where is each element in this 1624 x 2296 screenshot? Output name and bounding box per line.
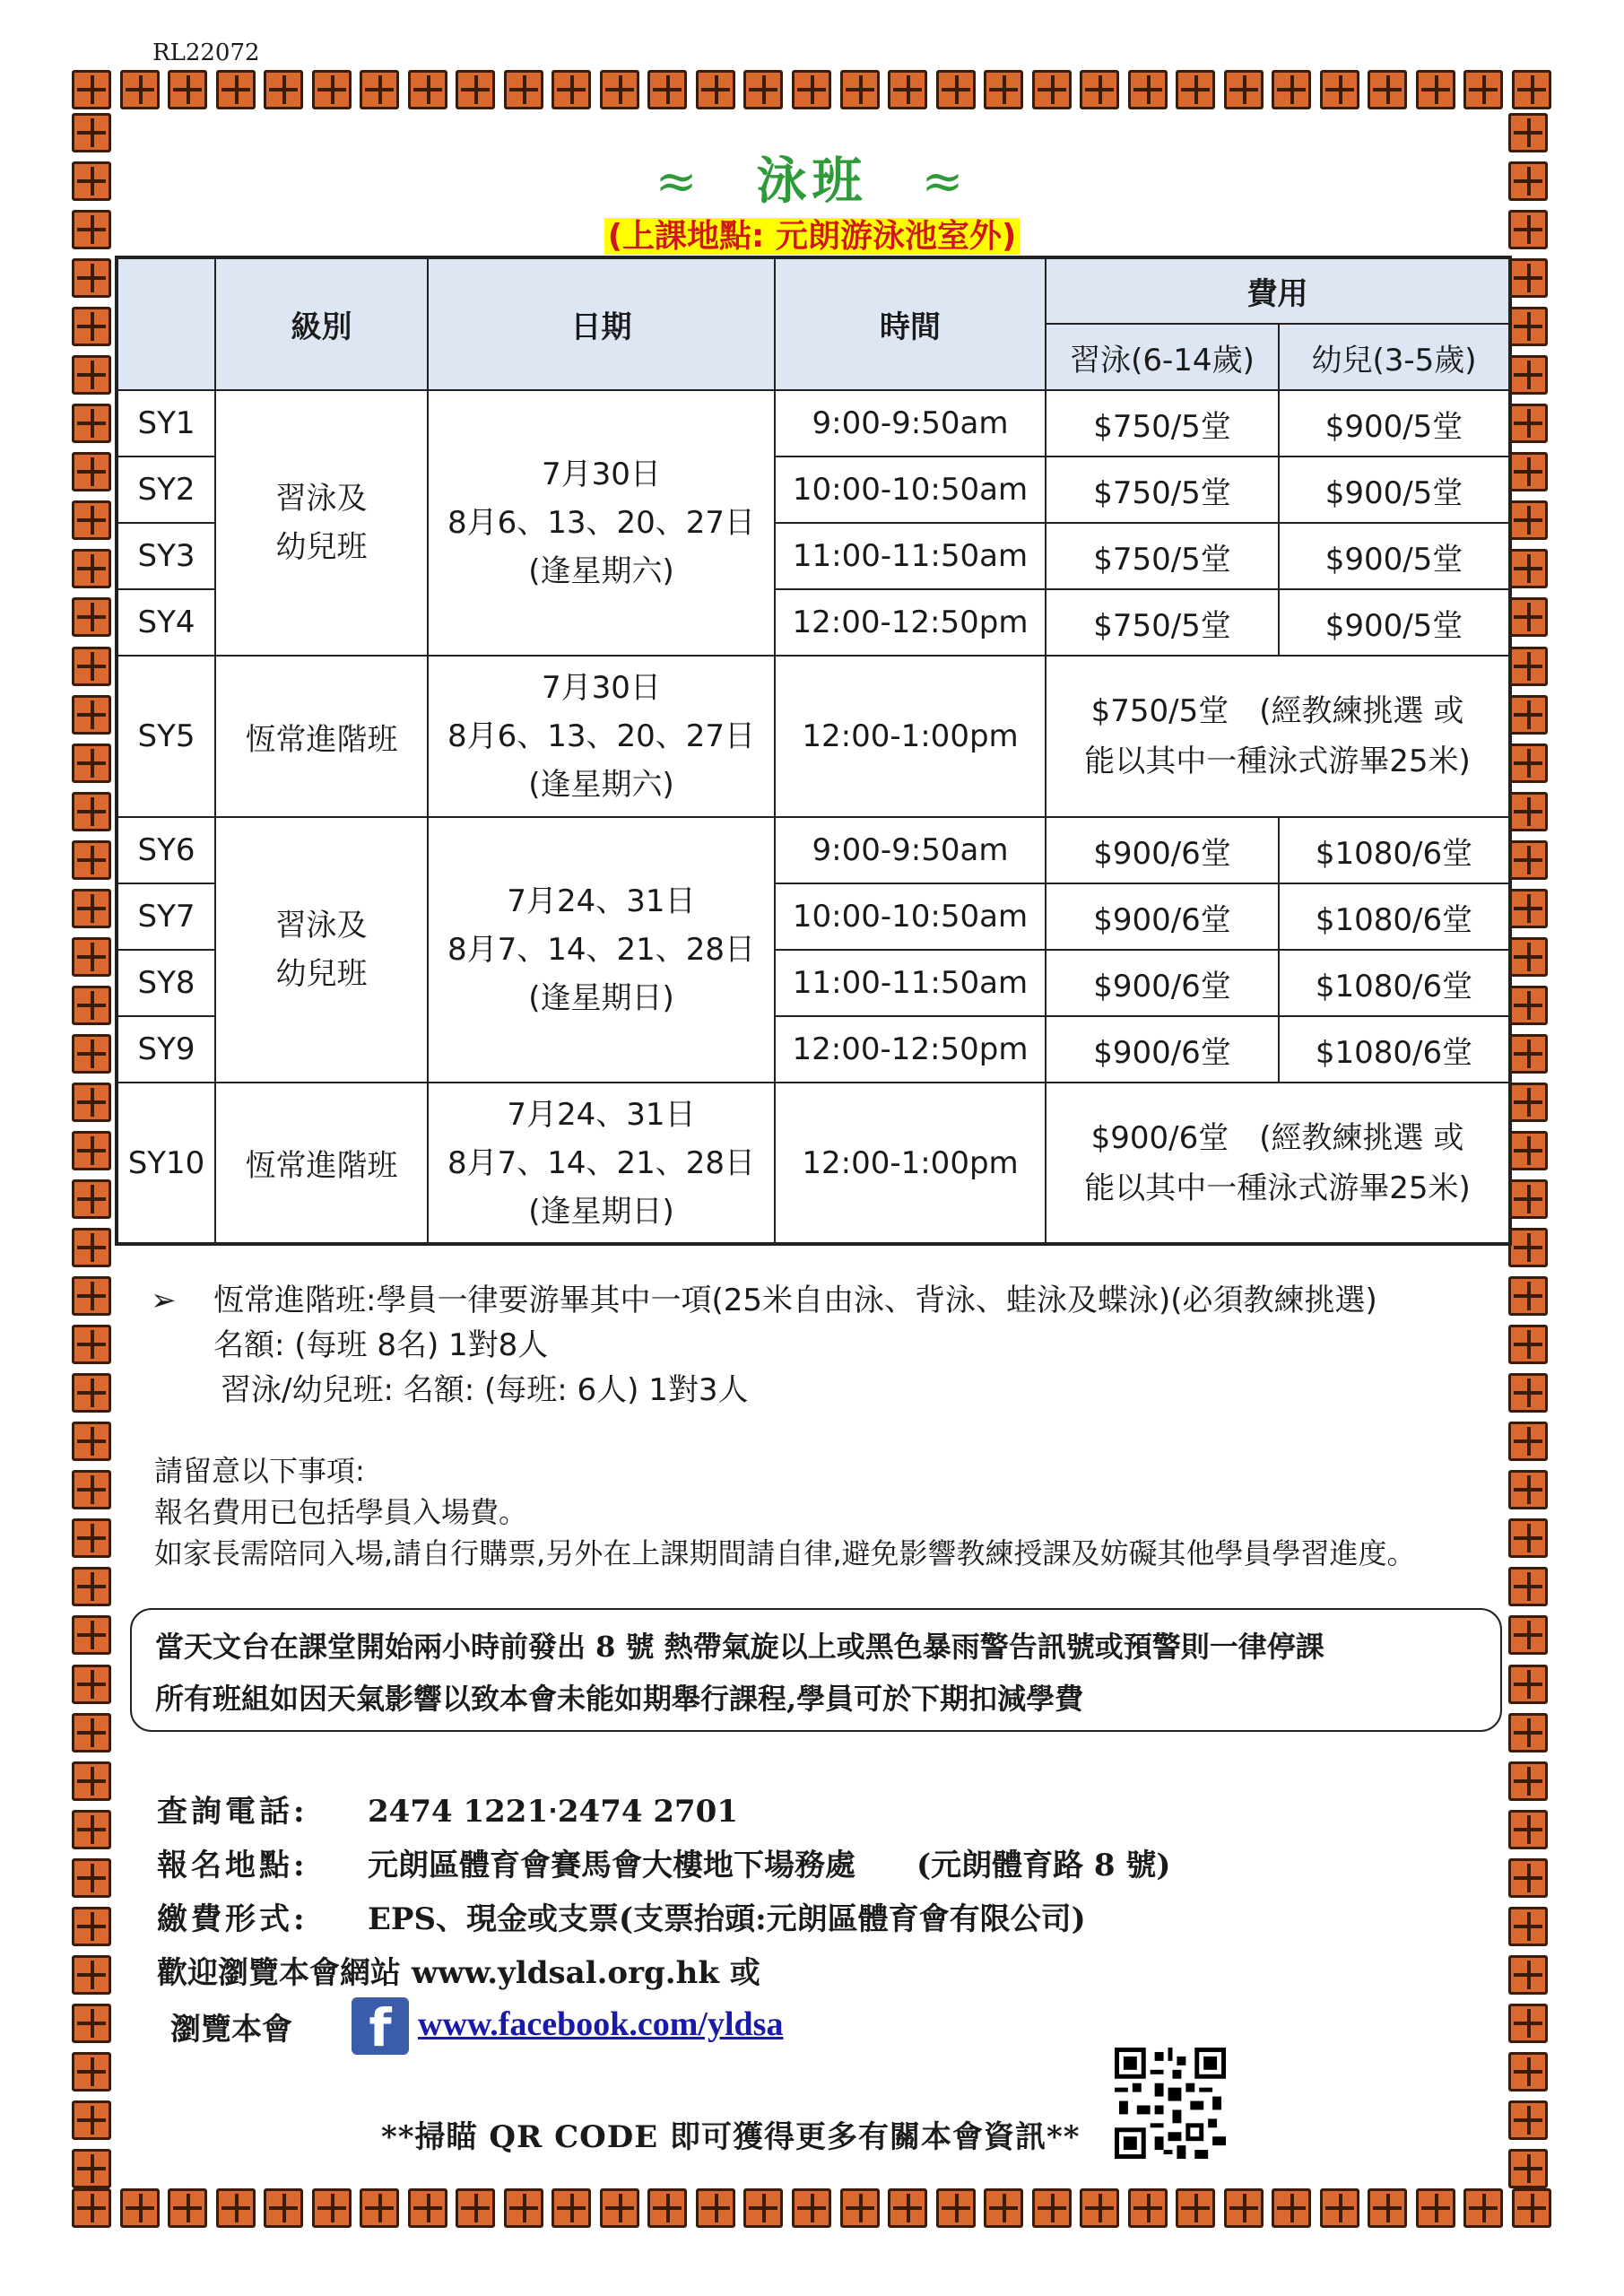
brick-icon (647, 70, 687, 109)
brick-icon (1508, 695, 1548, 735)
fee-swim-cell: $750/5堂 (1046, 457, 1279, 523)
brick-icon (1508, 1083, 1548, 1122)
wave-right: ≈ (921, 152, 969, 211)
header-level: 級別 (215, 257, 428, 390)
phone-label: 查詢電話: (157, 1794, 308, 1830)
fee-child-cell: $900/5堂 (1279, 589, 1510, 656)
brick-icon (1508, 1858, 1548, 1898)
brick-icon (360, 2188, 399, 2228)
brick-icon (408, 2188, 447, 2228)
schedule-table (115, 256, 1512, 1246)
time-cell: 10:00-10:50am (775, 883, 1046, 950)
brick-icon (840, 70, 880, 109)
brick-icon (1508, 1761, 1548, 1801)
brick-icon (72, 2052, 111, 2092)
brick-icon (72, 1665, 111, 1704)
brick-icon (1508, 404, 1548, 443)
brick-icon (792, 70, 831, 109)
time-cell: 10:00-10:50am (775, 457, 1046, 523)
time-cell: 11:00-11:50am (775, 523, 1046, 589)
brick-icon (72, 937, 111, 977)
brick-icon (72, 70, 111, 109)
brick-icon (1463, 2188, 1503, 2228)
fee-swim-cell: $750/5堂 (1046, 589, 1279, 656)
facebook-link[interactable]: www.facebook.com/yldsa (418, 2005, 784, 2043)
brick-icon (120, 70, 160, 109)
brick-icon (216, 2188, 256, 2228)
brick-icon (696, 70, 735, 109)
brick-icon (456, 2188, 495, 2228)
fee-child-cell: $900/5堂 (1279, 390, 1510, 457)
brick-icon (1224, 70, 1264, 109)
class-code: SY4 (117, 589, 215, 656)
brick-icon (72, 1567, 111, 1606)
document-code: RL22072 (152, 39, 260, 66)
brick-icon (1368, 2188, 1407, 2228)
class-code: SY8 (117, 950, 215, 1016)
brick-icon (1080, 70, 1119, 109)
brick-icon (1512, 2188, 1551, 2228)
brick-icon (72, 2100, 111, 2140)
brick-icon (72, 1761, 111, 1801)
brick-icon (600, 2188, 639, 2228)
payment-label: 繳費形式: (157, 1901, 308, 1937)
brick-icon (551, 2188, 591, 2228)
brick-icon (72, 1083, 111, 1122)
level-cell: 習泳及 幼兒班 (215, 817, 428, 1083)
brick-icon (1508, 1567, 1548, 1606)
weather-warning-box (130, 1608, 1502, 1732)
brick-icon (72, 1228, 111, 1267)
fee-child-cell: $900/5堂 (1279, 457, 1510, 523)
class-code: SY9 (117, 1016, 215, 1083)
brick-icon (1508, 1518, 1548, 1558)
brick-icon (1320, 70, 1359, 109)
brick-icon (72, 1907, 111, 1946)
header-fee: 費用 (1046, 257, 1510, 324)
brick-icon (1508, 1131, 1548, 1170)
brick-icon (792, 2188, 831, 2228)
brick-icon (408, 70, 447, 109)
brick-icon (1508, 452, 1548, 491)
fee-child-cell: $1080/6堂 (1279, 817, 1510, 883)
fee-child-cell: $1080/6堂 (1279, 950, 1510, 1016)
header-time: 時間 (775, 257, 1046, 390)
brick-icon (72, 647, 111, 686)
header-fee-child: 幼兒(3-5歲) (1279, 324, 1510, 390)
brick-icon (168, 2188, 207, 2228)
brick-icon (72, 889, 111, 928)
brick-icon (1416, 70, 1455, 109)
venue-value: 元朗區體育會賽馬會大樓地下場務處 (元朗體育路 8 號) (368, 1848, 1171, 1883)
brick-icon (1508, 258, 1548, 298)
time-cell: 11:00-11:50am (775, 950, 1046, 1016)
brick-icon (1508, 500, 1548, 540)
brick-icon (1508, 744, 1548, 783)
brick-icon (72, 1131, 111, 1170)
brick-icon (1508, 1228, 1548, 1267)
brick-icon (1508, 2052, 1548, 2092)
date-cell: 7月30日 8月6、13、20、27日 (逢星期六) (428, 656, 775, 817)
time-cell: 12:00-1:00pm (775, 656, 1046, 817)
wave-left: ≈ (655, 152, 703, 211)
class-code: SY10 (117, 1083, 215, 1244)
brick-icon (72, 1470, 111, 1509)
venue-label: 報名地點: (157, 1848, 308, 1883)
brick-icon (72, 1858, 111, 1898)
brick-icon (216, 70, 256, 109)
brick-border-left (72, 113, 115, 2188)
table-row (117, 390, 1510, 457)
brick-icon (1508, 889, 1548, 928)
time-cell: 12:00-12:50pm (775, 1016, 1046, 1083)
brick-icon (72, 1325, 111, 1364)
brick-icon (888, 70, 927, 109)
brick-icon (312, 70, 352, 109)
brick-icon (1508, 1179, 1548, 1219)
brick-icon (1508, 1615, 1548, 1655)
page-title (0, 142, 1624, 213)
venue-text: (上課地點: 元朗游泳池室外) (604, 218, 1020, 255)
date-cell: 7月24、31日 8月7、14、21、28日 (逢星期日) (428, 1083, 775, 1244)
brick-icon (1176, 2188, 1215, 2228)
facebook-icon[interactable]: f (352, 1997, 409, 2055)
brick-border-top (72, 70, 1551, 113)
title-text: 泳班 (756, 152, 868, 211)
brick-icon (1508, 1955, 1548, 1995)
brick-icon (72, 695, 111, 735)
brick-icon (1128, 2188, 1168, 2228)
brick-icon (1508, 1325, 1548, 1364)
payment-value: EPS、現金或支票(支票抬頭:元朗區體育會有限公司) (368, 1901, 1086, 1937)
fee-note-cell: $750/5堂 (經教練挑選 或 能以其中一種泳式游畢25米) (1046, 656, 1510, 817)
warning-line: 當天文台在課堂開始兩小時前發出 8 號 熱帶氣旋以上或黑色暴雨警告訊號或預警則一律停課 (155, 1630, 1324, 1664)
brick-icon (72, 840, 111, 880)
brick-icon (1512, 70, 1551, 109)
brick-icon (72, 2149, 111, 2188)
brick-icon (1508, 355, 1548, 395)
class-code: SY5 (117, 656, 215, 817)
brick-icon (1463, 70, 1503, 109)
brick-icon (72, 1955, 111, 1995)
brick-icon (1320, 2188, 1359, 2228)
website-line: 歡迎瀏覽本會網站 www.yldsal.org.hk 或 (157, 1955, 760, 1991)
fee-swim-cell: $900/6堂 (1046, 1016, 1279, 1083)
brick-icon (840, 2188, 880, 2228)
attention-heading: 請留意以下事項: (154, 1454, 365, 1488)
brick-icon (456, 70, 495, 109)
class-notes (151, 1278, 1377, 1413)
brick-icon (72, 597, 111, 637)
fee-note-cell: $900/6堂 (經教練挑選 或 能以其中一種泳式游畢25米) (1046, 1083, 1510, 1244)
attention-line: 如家長需陪同入場,請自行購票,另外在上課期間請自律,避免影響教練授課及妨礙其他學員學習進度。 (154, 1536, 1416, 1570)
brick-icon (1508, 840, 1548, 880)
brick-icon (72, 1422, 111, 1461)
brick-icon (647, 2188, 687, 2228)
time-cell: 12:00-1:00pm (775, 1083, 1046, 1244)
date-cell: 7月30日 8月6、13、20、27日 (逢星期六) (428, 390, 775, 656)
class-code: SY2 (117, 457, 215, 523)
brick-icon (1508, 549, 1548, 588)
table-row (117, 656, 1510, 817)
brick-icon (264, 70, 303, 109)
fee-swim-cell: $900/6堂 (1046, 950, 1279, 1016)
fee-swim-cell: $750/5堂 (1046, 523, 1279, 589)
brick-icon (1272, 70, 1311, 109)
qr-note: **掃瞄 QR CODE 即可獲得更多有關本會資訊** (381, 2119, 1081, 2155)
contact-payment (157, 1894, 1086, 1938)
brick-icon (600, 70, 639, 109)
level-cell: 恆常進階班 (215, 1083, 428, 1244)
class-code: SY7 (117, 883, 215, 950)
class-code: SY1 (117, 390, 215, 457)
brick-icon (72, 1518, 111, 1558)
brick-icon (1416, 2188, 1455, 2228)
header-date: 日期 (428, 257, 775, 390)
brick-icon (72, 307, 111, 346)
fee-child-cell: $1080/6堂 (1279, 1016, 1510, 1083)
brick-icon (1508, 2100, 1548, 2140)
fee-swim-cell: $750/5堂 (1046, 390, 1279, 457)
note-line: 習泳/幼兒班: 名額: (每班: 6人) 1對3人 (221, 1372, 749, 1408)
brick-icon (168, 70, 207, 109)
brick-icon (888, 2188, 927, 2228)
brick-icon (72, 404, 111, 443)
class-code: SY3 (117, 523, 215, 589)
brick-icon (1032, 70, 1072, 109)
fee-child-cell: $1080/6堂 (1279, 883, 1510, 950)
attention-line: 報名費用已包括學員入場費。 (154, 1495, 528, 1529)
brick-border-right (1508, 113, 1551, 2188)
brick-icon (1508, 792, 1548, 831)
brick-icon (72, 355, 111, 395)
brick-icon (743, 70, 783, 109)
brick-icon (120, 2188, 160, 2228)
brick-icon (1508, 2149, 1548, 2188)
level-cell: 恆常進階班 (215, 656, 428, 817)
brick-icon (1272, 2188, 1311, 2228)
header-code (117, 257, 215, 390)
brick-icon (1508, 1422, 1548, 1461)
brick-icon (696, 2188, 735, 2228)
brick-icon (312, 2188, 352, 2228)
class-code: SY6 (117, 817, 215, 883)
brick-icon (984, 70, 1023, 109)
brick-border-bottom (72, 2188, 1551, 2231)
contact-phone (157, 1787, 738, 1831)
venue-line (0, 211, 1624, 257)
brick-icon (1508, 1810, 1548, 1849)
brick-icon (551, 70, 591, 109)
brick-icon (1032, 2188, 1072, 2228)
brick-icon (1508, 1907, 1548, 1946)
brick-icon (1128, 70, 1168, 109)
facebook-label: 瀏覽本會 (170, 2012, 292, 2048)
level-cell: 習泳及 幼兒班 (215, 390, 428, 656)
fee-swim-cell: $900/6堂 (1046, 817, 1279, 883)
brick-icon (72, 1615, 111, 1655)
warning-line: 所有班組如因天氣影響以致本會未能如期舉行課程,學員可於下期扣減學費 (155, 1682, 1084, 1716)
time-cell: 9:00-9:50am (775, 390, 1046, 457)
brick-icon (1508, 1713, 1548, 1752)
brick-icon (360, 70, 399, 109)
brick-icon (1368, 70, 1407, 109)
table-row (117, 817, 1510, 883)
brick-icon (936, 2188, 976, 2228)
brick-icon (72, 986, 111, 1025)
brick-icon (72, 1276, 111, 1316)
brick-icon (504, 2188, 543, 2228)
brick-icon (72, 1373, 111, 1413)
brick-icon (1508, 1276, 1548, 1316)
brick-icon (936, 70, 976, 109)
table-row (117, 1083, 1510, 1244)
brick-icon (72, 258, 111, 298)
brick-icon (264, 2188, 303, 2228)
brick-icon (1176, 70, 1215, 109)
brick-icon (984, 2188, 1023, 2228)
brick-icon (1508, 647, 1548, 686)
brick-icon (72, 2188, 111, 2228)
qr-code-icon (1115, 2046, 1226, 2161)
note-line: 名額: (每班 8名) 1對8人 (213, 1327, 549, 1363)
brick-icon (1508, 1665, 1548, 1704)
time-cell: 9:00-9:50am (775, 817, 1046, 883)
phone-value: 2474 1221‧2474 2701 (368, 1794, 738, 1830)
time-cell: 12:00-12:50pm (775, 589, 1046, 656)
header-fee-swim: 習泳(6-14歲) (1046, 324, 1279, 390)
date-cell: 7月24、31日 8月7、14、21、28日 (逢星期日) (428, 817, 775, 1083)
brick-icon (72, 500, 111, 540)
brick-icon (72, 792, 111, 831)
brick-icon (1508, 307, 1548, 346)
brick-icon (1508, 1034, 1548, 1074)
fee-child-cell: $900/5堂 (1279, 523, 1510, 589)
attention-section (154, 1450, 1416, 1574)
brick-icon (743, 2188, 783, 2228)
brick-icon (1508, 597, 1548, 637)
brick-icon (72, 549, 111, 588)
brick-icon (72, 1034, 111, 1074)
brick-icon (72, 1713, 111, 1752)
fee-swim-cell: $900/6堂 (1046, 883, 1279, 950)
brick-icon (1508, 937, 1548, 977)
brick-icon (72, 452, 111, 491)
arrow-bullet-icon: ➢ (151, 1283, 177, 1318)
brick-icon (72, 2004, 111, 2043)
brick-icon (1080, 2188, 1119, 2228)
brick-icon (72, 1179, 111, 1219)
brick-icon (1508, 1373, 1548, 1413)
brick-icon (1508, 1470, 1548, 1509)
brick-icon (1508, 2004, 1548, 2043)
brick-icon (72, 1810, 111, 1849)
brick-icon (504, 70, 543, 109)
brick-icon (1224, 2188, 1264, 2228)
contact-venue (157, 1840, 1171, 1884)
brick-icon (72, 744, 111, 783)
note-line: 恆常進階班:學員一律要游畢其中一項(25米自由泳、背泳、蛙泳及蝶泳)(必須教練挑選) (213, 1283, 1377, 1318)
brick-icon (1508, 986, 1548, 1025)
